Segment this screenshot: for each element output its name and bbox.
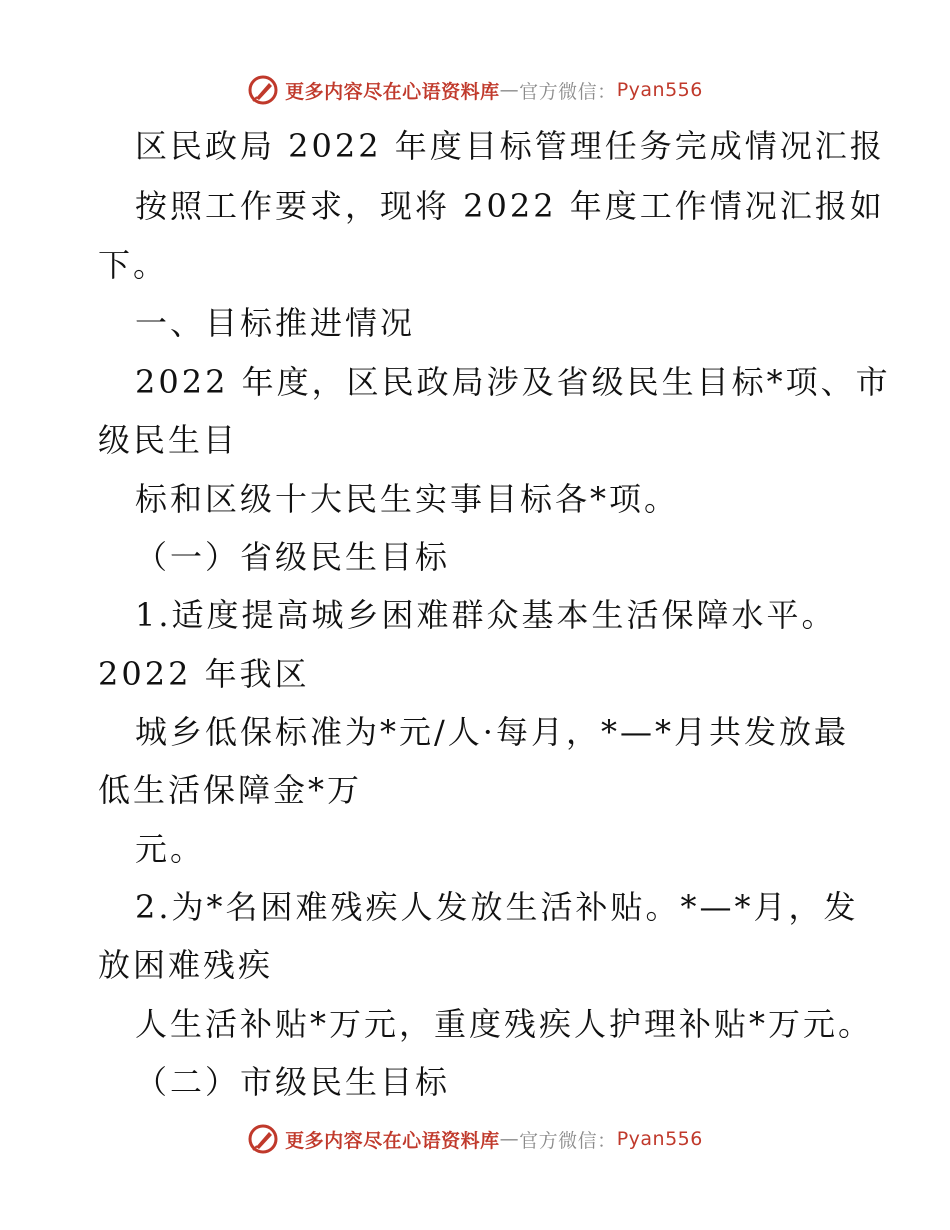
watermark-title: 更多内容尽在心语资料库 <box>285 80 500 103</box>
paragraph-line: 2022 年我区 <box>98 655 310 693</box>
watermark-account: Pyan556 <box>616 1128 703 1150</box>
subsection-heading: （一）省级民生目标 <box>135 538 451 576</box>
watermark-title: 更多内容尽在心语资料库 <box>285 1129 500 1152</box>
paragraph-line: 2.为*名困难残疾人发放生活补贴。*—*月，发 <box>135 888 859 926</box>
subsection-heading: （二）市级民生目标 <box>135 1063 451 1101</box>
paragraph-line: 城乡低保标准为*元/人·每月，*—*月共发放最 <box>135 713 849 751</box>
paragraph-line: 元。 <box>135 830 206 868</box>
watermark-label: 官方微信： <box>519 1129 617 1152</box>
watermark-dash: — <box>499 79 520 101</box>
paragraph-line: 放困难残疾 <box>98 946 274 984</box>
paragraph-line: 2022 年度，区民政局涉及省级民生目标*项、市 <box>135 363 891 401</box>
watermark-dash: — <box>499 1128 520 1150</box>
quill-pen-circle-icon <box>247 1123 279 1155</box>
paragraph-line: 级民生目 <box>98 421 239 459</box>
watermark-label: 官方微信： <box>519 80 617 103</box>
paragraph-line: 低生活保障金*万 <box>98 771 363 809</box>
watermark-footer <box>0 1119 950 1159</box>
quill-pen-circle-icon <box>247 74 279 106</box>
paragraph-line: 按照工作要求，现将 2022 年度工作情况汇报如 <box>135 187 885 225</box>
paragraph-line: 标和区级十大民生实事目标各*项。 <box>135 480 680 518</box>
paragraph-line: 1.适度提高城乡困难群众基本生活保障水平。 <box>135 596 837 634</box>
paragraph-line: 下。 <box>98 246 169 284</box>
section-heading: 一、目标推进情况 <box>135 304 416 342</box>
watermark-header <box>0 70 950 110</box>
watermark-account: Pyan556 <box>616 79 703 101</box>
paragraph-line: 人生活补贴*万元，重度残疾人护理补贴*万元。 <box>135 1005 874 1043</box>
document-title: 区民政局 2022 年度目标管理任务完成情况汇报 <box>135 127 885 165</box>
